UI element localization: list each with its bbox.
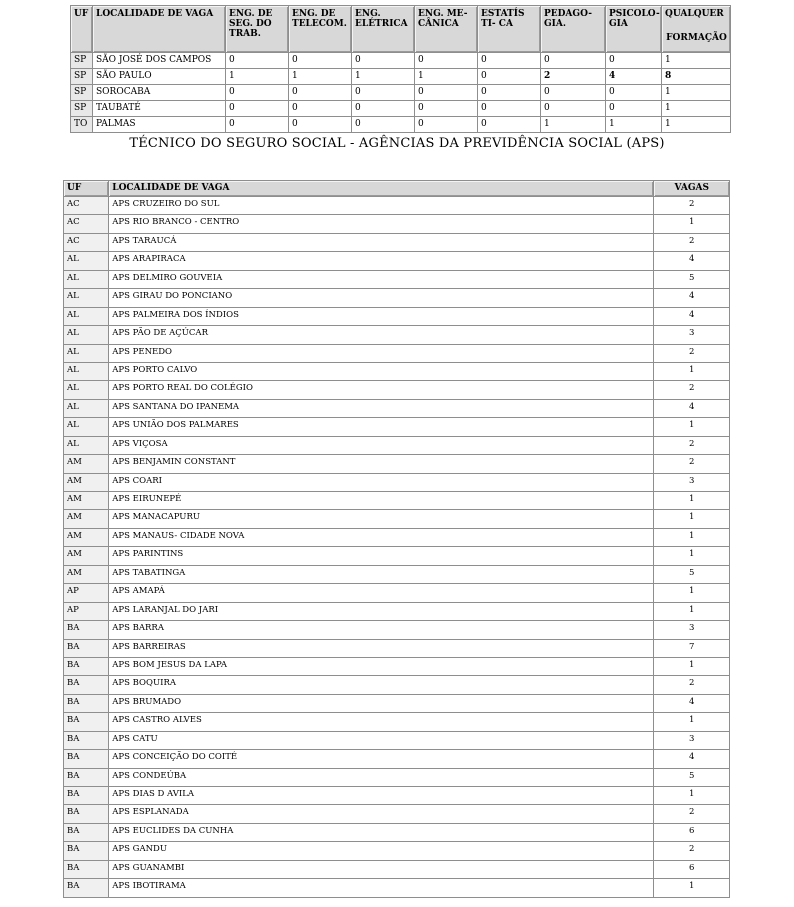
cell-uf: AM xyxy=(64,529,108,546)
cell-count: 1 xyxy=(662,85,730,100)
header-vagas: VAGAS xyxy=(654,181,729,196)
cell-uf: AL xyxy=(64,345,108,362)
table-row xyxy=(64,418,729,435)
table-row xyxy=(64,308,729,325)
cell-localidade: APS MANAUS- CIDADE NOVA xyxy=(109,529,652,546)
cell-vagas: 6 xyxy=(654,824,729,841)
cell-uf: BA xyxy=(64,732,108,749)
cell-vagas: 1 xyxy=(654,529,729,546)
table-row xyxy=(64,363,729,380)
table-row xyxy=(64,529,729,546)
cell-vagas: 7 xyxy=(654,640,729,657)
cell-localidade: APS PÃO DE AÇÚCAR xyxy=(109,326,652,343)
cell-count: 0 xyxy=(415,117,477,132)
cell-localidade: APS BARREIRAS xyxy=(109,640,652,657)
cell-vagas: 6 xyxy=(654,861,729,878)
cell-uf: BA xyxy=(64,769,108,786)
table-row xyxy=(71,101,730,116)
cell-count: 0 xyxy=(478,117,540,132)
cell-uf: BA xyxy=(64,658,108,675)
cell-localidade: APS SANTANA DO IPANEMA xyxy=(109,400,652,417)
cell-localidade: APS DELMIRO GOUVEIA xyxy=(109,271,652,288)
cell-count: 0 xyxy=(289,85,351,100)
cell-uf: BA xyxy=(64,861,108,878)
table-row xyxy=(64,584,729,601)
table-row xyxy=(64,824,729,841)
cell-vagas: 2 xyxy=(654,345,729,362)
cell-uf: AL xyxy=(64,363,108,380)
table-row xyxy=(64,492,729,509)
cell-localidade: APS CRUZEIRO DO SUL xyxy=(109,197,652,214)
cell-localidade: APS PORTO REAL DO COLÉGIO xyxy=(109,381,652,398)
table-row xyxy=(64,621,729,638)
cell-count: 0 xyxy=(289,101,351,116)
cell-uf: AP xyxy=(64,584,108,601)
cell-uf: AM xyxy=(64,510,108,527)
cell-uf: AM xyxy=(64,566,108,583)
header-eng-mecanica: ENG. ME- CÂNICA xyxy=(415,6,477,52)
cell-uf: AL xyxy=(64,437,108,454)
cell-uf: BA xyxy=(64,676,108,693)
table-row xyxy=(64,289,729,306)
table-row xyxy=(71,53,730,68)
cell-vagas: 1 xyxy=(654,713,729,730)
cell-count: 0 xyxy=(478,69,540,84)
table-row xyxy=(64,732,729,749)
cell-count: 0 xyxy=(352,117,414,132)
table1-body xyxy=(71,53,730,132)
table-row xyxy=(64,234,729,251)
cell-count: 0 xyxy=(352,53,414,68)
cell-uf: BA xyxy=(64,879,108,896)
cell-vagas: 1 xyxy=(654,547,729,564)
cell-uf: AL xyxy=(64,271,108,288)
cell-uf: SP xyxy=(71,101,92,116)
header-eng-eletrica: ENG. ELÉTRICA xyxy=(352,6,414,52)
cell-count: 0 xyxy=(226,53,288,68)
cell-vagas: 1 xyxy=(654,603,729,620)
cell-localidade: TAUBATÉ xyxy=(93,101,225,116)
cell-uf: AP xyxy=(64,603,108,620)
cell-count: 8 xyxy=(662,69,730,84)
table-row xyxy=(64,474,729,491)
cell-localidade: APS IBOTIRAMA xyxy=(109,879,652,896)
cell-localidade: SÃO PAULO xyxy=(93,69,225,84)
cell-vagas: 4 xyxy=(654,289,729,306)
cell-localidade: APS PENEDO xyxy=(109,345,652,362)
table-row xyxy=(64,861,729,878)
table-row xyxy=(71,117,730,132)
cell-localidade: APS ARAPIRACA xyxy=(109,252,652,269)
cell-uf: AL xyxy=(64,289,108,306)
header-estatistica: ESTATÍS TI- CA xyxy=(478,6,540,52)
table-row xyxy=(64,640,729,657)
cell-uf: BA xyxy=(64,695,108,712)
cell-uf: AL xyxy=(64,326,108,343)
table-row xyxy=(64,879,729,896)
cell-vagas: 2 xyxy=(654,455,729,472)
cell-uf: BA xyxy=(64,805,108,822)
cell-vagas: 4 xyxy=(654,308,729,325)
table-row xyxy=(64,676,729,693)
cell-localidade: APS BARRA xyxy=(109,621,652,638)
cell-localidade: APS UNIÃO DOS PALMARES xyxy=(109,418,652,435)
cell-uf: AM xyxy=(64,474,108,491)
cell-vagas: 1 xyxy=(654,215,729,232)
table-row xyxy=(64,547,729,564)
cell-vagas: 3 xyxy=(654,326,729,343)
cell-vagas: 2 xyxy=(654,437,729,454)
cell-uf: BA xyxy=(64,824,108,841)
cell-uf: AL xyxy=(64,308,108,325)
cell-vagas: 2 xyxy=(654,197,729,214)
cell-localidade: APS CONCEIÇÃO DO COITÉ xyxy=(109,750,652,767)
header-qualquer-formacao xyxy=(662,6,730,52)
cell-localidade: APS GANDU xyxy=(109,842,652,859)
cell-count: 0 xyxy=(289,53,351,68)
cell-count: 0 xyxy=(226,101,288,116)
header-pedagogia: PEDAGO- GIA. xyxy=(541,6,605,52)
cell-count: 1 xyxy=(415,69,477,84)
header-formacao-label: FORMAÇÃO xyxy=(666,33,727,43)
table-row xyxy=(64,400,729,417)
cell-localidade: APS PARINTINS xyxy=(109,547,652,564)
cell-count: 0 xyxy=(541,85,605,100)
cell-localidade: APS BRUMADO xyxy=(109,695,652,712)
table-row xyxy=(64,197,729,214)
cell-localidade: APS COARI xyxy=(109,474,652,491)
table-row xyxy=(64,805,729,822)
header-localidade: LOCALIDADE DE VAGA xyxy=(93,6,225,52)
cell-localidade: APS BENJAMIN CONSTANT xyxy=(109,455,652,472)
cell-count: 1 xyxy=(226,69,288,84)
cell-uf: BA xyxy=(64,842,108,859)
cell-vagas: 4 xyxy=(654,695,729,712)
header-uf: UF xyxy=(71,6,92,52)
cell-count: 0 xyxy=(606,53,661,68)
cell-localidade: APS AMAPÁ xyxy=(109,584,652,601)
cell-vagas: 1 xyxy=(654,787,729,804)
cell-vagas: 1 xyxy=(654,510,729,527)
cell-uf: AM xyxy=(64,492,108,509)
cell-localidade: PALMAS xyxy=(93,117,225,132)
table-row xyxy=(64,326,729,343)
table-row xyxy=(64,510,729,527)
cell-uf: AL xyxy=(64,400,108,417)
cell-vagas: 2 xyxy=(654,234,729,251)
cell-vagas: 5 xyxy=(654,271,729,288)
cell-uf: SP xyxy=(71,69,92,84)
cell-uf: BA xyxy=(64,713,108,730)
table-header-row xyxy=(64,181,729,196)
cell-localidade: APS DIAS D AVILA xyxy=(109,787,652,804)
cell-vagas: 3 xyxy=(654,474,729,491)
table-row xyxy=(64,345,729,362)
cell-localidade: APS LARANJAL DO JARI xyxy=(109,603,652,620)
cell-uf: AC xyxy=(64,234,108,251)
cell-vagas: 2 xyxy=(654,381,729,398)
cell-uf: SP xyxy=(71,53,92,68)
table-row xyxy=(64,381,729,398)
cell-count: 0 xyxy=(226,117,288,132)
cell-count: 0 xyxy=(478,85,540,100)
cell-count: 0 xyxy=(606,101,661,116)
cell-localidade: SOROCABA xyxy=(93,85,225,100)
cell-count: 0 xyxy=(352,85,414,100)
cell-vagas: 3 xyxy=(654,621,729,638)
cell-localidade: APS BOM JESUS DA LAPA xyxy=(109,658,652,675)
cell-localidade: APS VIÇOSA xyxy=(109,437,652,454)
cell-vagas: 2 xyxy=(654,842,729,859)
cell-uf: AM xyxy=(64,547,108,564)
cell-vagas: 4 xyxy=(654,400,729,417)
cell-uf: AM xyxy=(64,455,108,472)
cell-localidade: APS CATU xyxy=(109,732,652,749)
cell-localidade: APS EUCLIDES DA CUNHA xyxy=(109,824,652,841)
cell-localidade: APS ESPLANADA xyxy=(109,805,652,822)
table-row xyxy=(64,215,729,232)
cell-localidade: APS TABATINGA xyxy=(109,566,652,583)
cell-count: 1 xyxy=(662,53,730,68)
cell-count: 0 xyxy=(415,101,477,116)
cell-uf: BA xyxy=(64,787,108,804)
cell-localidade: APS RIO BRANCO - CENTRO xyxy=(109,215,652,232)
cell-vagas: 1 xyxy=(654,584,729,601)
table-row xyxy=(64,695,729,712)
cell-vagas: 5 xyxy=(654,566,729,583)
table-row xyxy=(64,658,729,675)
cell-uf: AC xyxy=(64,197,108,214)
cell-count: 0 xyxy=(289,117,351,132)
table-row xyxy=(64,455,729,472)
cell-vagas: 4 xyxy=(654,750,729,767)
cell-count: 0 xyxy=(478,53,540,68)
cell-localidade: APS GUANAMBI xyxy=(109,861,652,878)
cell-count: 1 xyxy=(662,117,730,132)
cell-vagas: 1 xyxy=(654,879,729,896)
cell-count: 4 xyxy=(606,69,661,84)
table-row xyxy=(64,713,729,730)
cell-uf: BA xyxy=(64,621,108,638)
cell-count: 0 xyxy=(226,85,288,100)
cell-count: 0 xyxy=(415,85,477,100)
cell-vagas: 3 xyxy=(654,732,729,749)
cell-localidade: APS MANACAPURU xyxy=(109,510,652,527)
cell-uf: SP xyxy=(71,85,92,100)
cell-uf: BA xyxy=(64,640,108,657)
cell-localidade: APS EIRUNEPÉ xyxy=(109,492,652,509)
table-row xyxy=(71,85,730,100)
cell-count: 0 xyxy=(478,101,540,116)
table-header-row xyxy=(71,6,730,52)
cell-localidade: APS GIRAU DO PONCIANO xyxy=(109,289,652,306)
cell-vagas: 1 xyxy=(654,418,729,435)
table-row xyxy=(64,252,729,269)
table-row xyxy=(64,437,729,454)
section-title: TÉCNICO DO SEGURO SOCIAL - AGÊNCIAS DA PREVIDÊNCIA SOCIAL (APS) xyxy=(129,136,665,151)
cell-uf: TO xyxy=(71,117,92,132)
cell-count: 0 xyxy=(352,101,414,116)
header-psicologia: PSICOLO- GIA xyxy=(606,6,661,52)
table-row xyxy=(64,271,729,288)
cell-uf: AL xyxy=(64,381,108,398)
cell-count: 0 xyxy=(541,101,605,116)
table-row xyxy=(64,566,729,583)
table-row xyxy=(64,750,729,767)
cell-uf: AL xyxy=(64,252,108,269)
cell-vagas: 2 xyxy=(654,805,729,822)
header-localidade: LOCALIDADE DE VAGA xyxy=(109,181,652,196)
cell-count: 1 xyxy=(606,117,661,132)
table-row xyxy=(71,69,730,84)
cell-count: 0 xyxy=(415,53,477,68)
table-row xyxy=(64,787,729,804)
cell-uf: BA xyxy=(64,750,108,767)
header-qualquer-label: QUALQUER xyxy=(665,9,724,19)
vacancy-table-specialties xyxy=(70,5,731,133)
cell-localidade: APS CASTRO ALVES xyxy=(109,713,652,730)
cell-localidade: APS PALMEIRA DOS ÍNDIOS xyxy=(109,308,652,325)
cell-localidade: APS CONDEÚBA xyxy=(109,769,652,786)
table-row xyxy=(64,842,729,859)
header-uf: UF xyxy=(64,181,108,196)
table2-body xyxy=(64,197,729,897)
header-eng-seg-trab: ENG. DE SEG. DO TRAB. xyxy=(226,6,288,52)
header-eng-telecom: ENG. DE TELECOM. xyxy=(289,6,351,52)
cell-count: 0 xyxy=(541,53,605,68)
cell-uf: AC xyxy=(64,215,108,232)
cell-localidade: APS BOQUIRA xyxy=(109,676,652,693)
cell-localidade: APS TARAUCÁ xyxy=(109,234,652,251)
cell-count: 1 xyxy=(541,117,605,132)
cell-vagas: 4 xyxy=(654,252,729,269)
vacancy-table-aps xyxy=(63,180,730,898)
cell-count: 1 xyxy=(352,69,414,84)
cell-localidade: APS PORTO CALVO xyxy=(109,363,652,380)
cell-count: 1 xyxy=(289,69,351,84)
cell-vagas: 1 xyxy=(654,492,729,509)
cell-count: 1 xyxy=(662,101,730,116)
table-row xyxy=(64,769,729,786)
cell-vagas: 1 xyxy=(654,363,729,380)
cell-localidade: SÃO JOSÉ DOS CAMPOS xyxy=(93,53,225,68)
cell-count: 2 xyxy=(541,69,605,84)
table-row xyxy=(64,603,729,620)
cell-vagas: 1 xyxy=(654,658,729,675)
cell-count: 0 xyxy=(606,85,661,100)
cell-uf: AL xyxy=(64,418,108,435)
cell-vagas: 2 xyxy=(654,676,729,693)
cell-vagas: 5 xyxy=(654,769,729,786)
